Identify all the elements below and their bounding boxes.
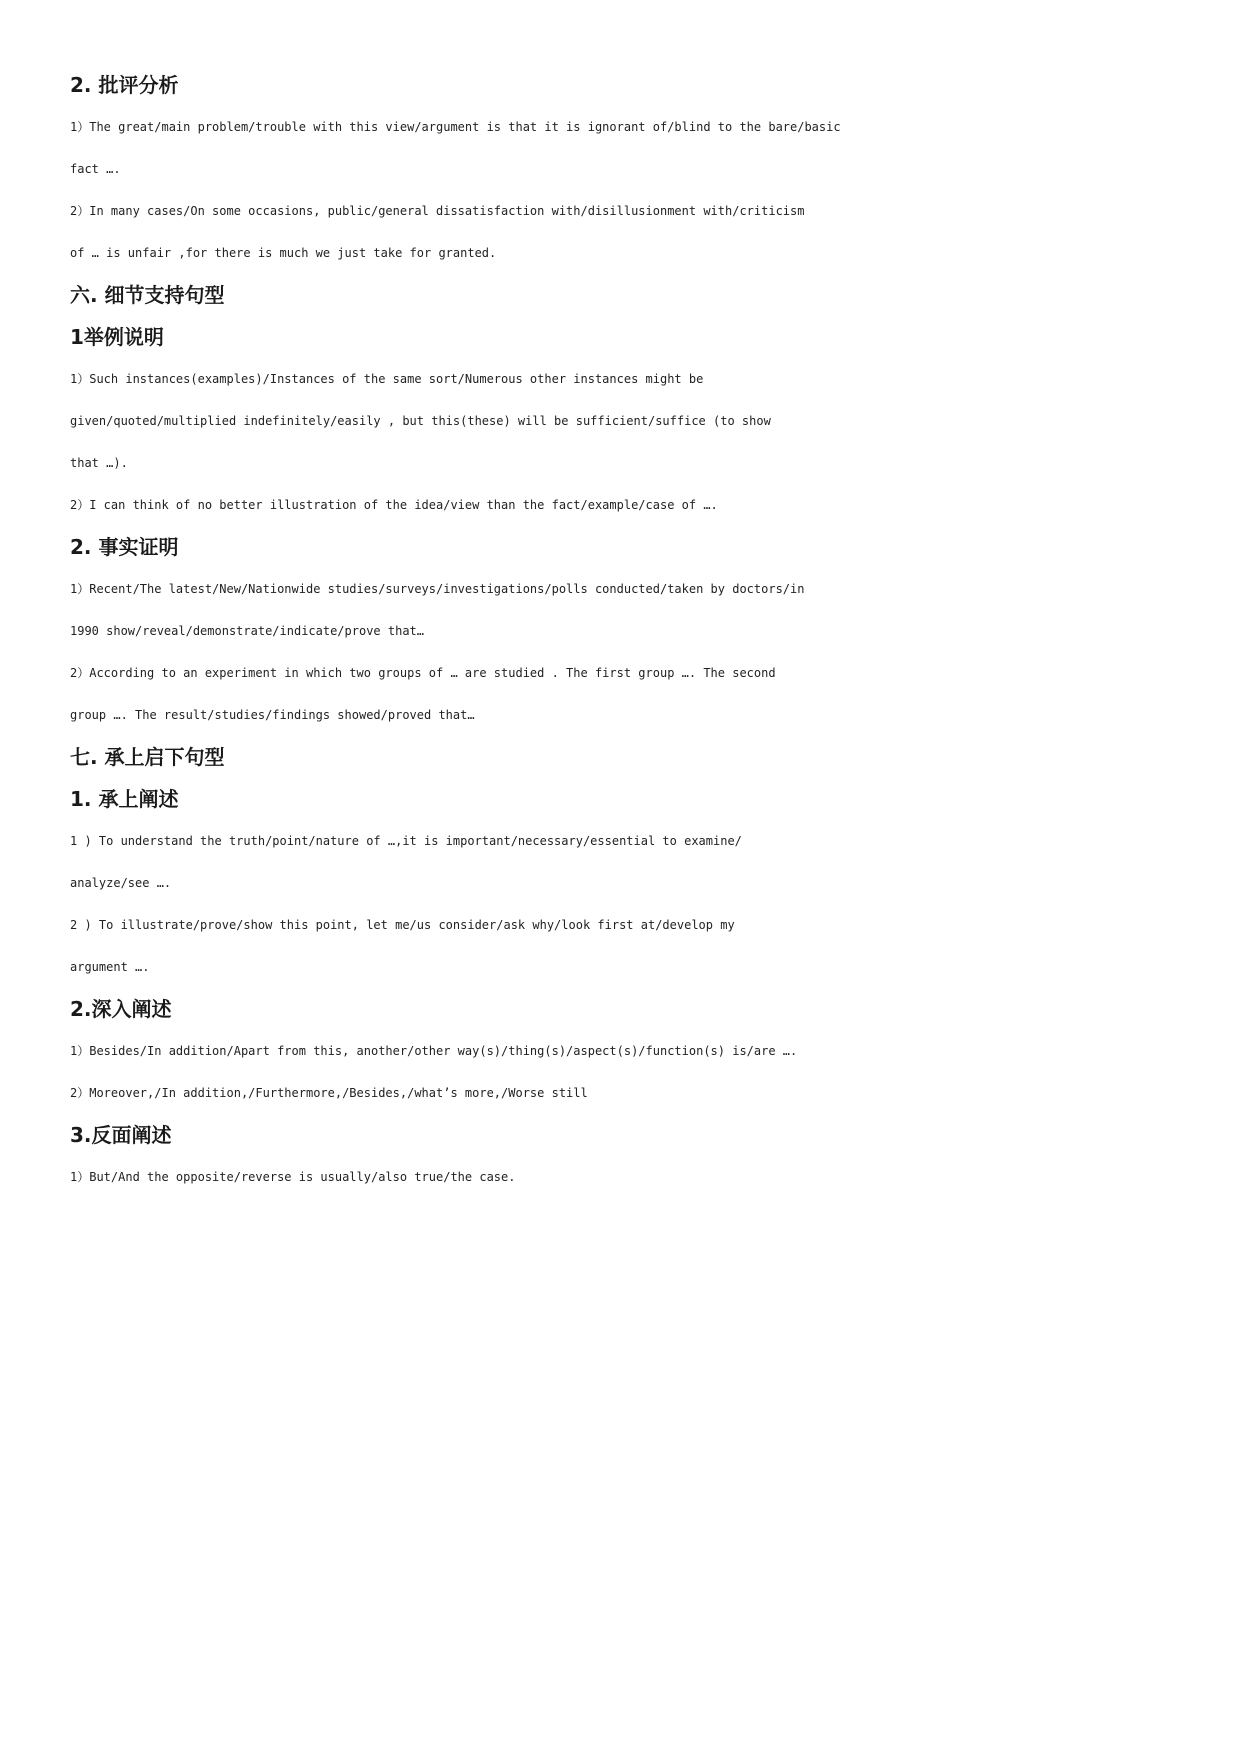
document-page: [70, 64, 1232, 1198]
paragraph: 2）In many cases/On some occasions, public/general dissatisfaction with/disillusionment with/criticism of … is unfair ,for there is much we just take for granted.: [70, 204, 805, 260]
paragraph: 1）Such instances(examples)/Instances of the same sort/Numerous other instances might be given/quoted/multiplied indefinitely/easily , but this(these) will be sufficient/suffice (to show that …).: [70, 372, 771, 470]
subheading-opposite: 3.反面阐述: [70, 1123, 172, 1147]
paragraph: 1）Recent/The latest/New/Nationwide studies/surveys/investigations/polls conducted/taken by doctors/in 1990 show/reveal/demonstrate/indicate/prove that…: [70, 582, 805, 638]
paragraph: 1）Besides/In addition/Apart from this, another/other way(s)/thing(s)/aspect(s)/function(s) is/are ….: [70, 1044, 798, 1058]
subheading-deepening: 2.深入阐述: [70, 997, 172, 1021]
section-heading-transitions: 七. 承上启下句型: [70, 745, 225, 769]
subheading-continuation: 1. 承上阐述: [70, 787, 179, 811]
subheading-facts: 2. 事实证明: [70, 535, 179, 559]
section-heading-critique: 2. 批评分析: [70, 73, 179, 97]
paragraph: 1 ) To understand the truth/point/nature of …,it is important/necessary/essential to examine/ analyze/see ….: [70, 834, 742, 890]
paragraph: 1）But/And the opposite/reverse is usually/also true/the case.: [70, 1170, 516, 1184]
paragraph: 2）According to an experiment in which two groups of … are studied . The first group …. The second group …. The result/studies/findings showed/proved that…: [70, 666, 776, 722]
section-heading-detail-support: 六. 细节支持句型: [70, 283, 225, 307]
paragraph: 2）Moreover,/In addition,/Furthermore,/Besides,/what’s more,/Worse still: [70, 1086, 588, 1100]
paragraph: 2 ) To illustrate/prove/show this point, let me/us consider/ask why/look first at/develop my argument ….: [70, 918, 735, 974]
paragraph: 2）I can think of no better illustration of the idea/view than the fact/example/case of ….: [70, 498, 718, 512]
paragraph: 1）The great/main problem/trouble with this view/argument is that it is ignorant of/blind to the bare/basic fact ….: [70, 120, 841, 176]
subheading-examples: 1举例说明: [70, 325, 164, 349]
